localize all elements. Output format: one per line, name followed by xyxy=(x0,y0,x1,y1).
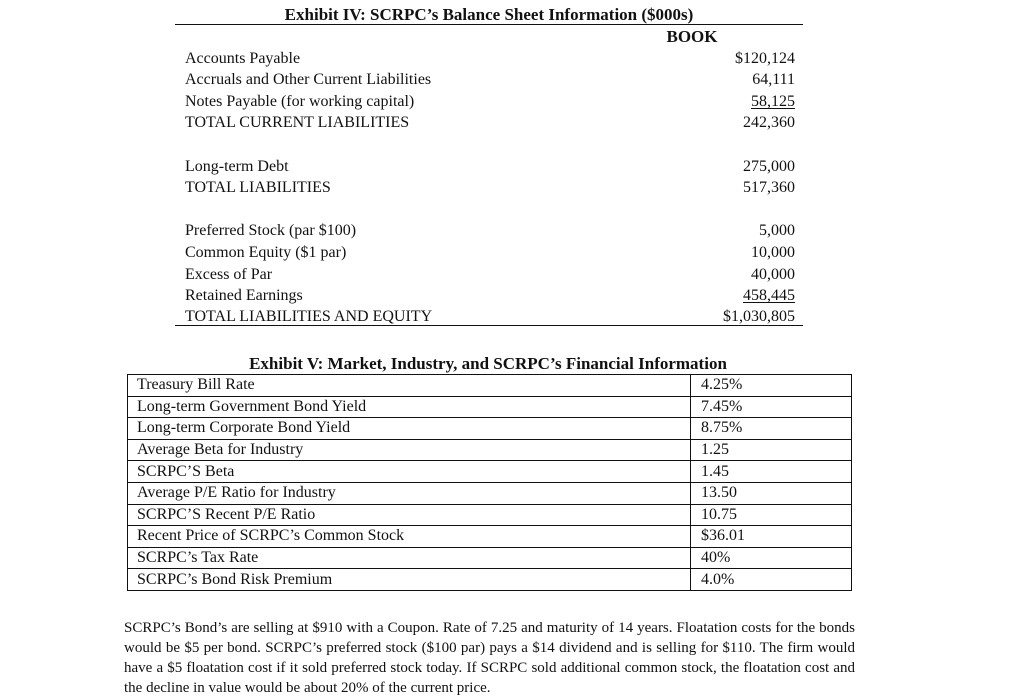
row-value: 275,000 xyxy=(743,158,795,175)
market-info-table xyxy=(127,374,852,591)
row-label: Long-term Debt xyxy=(185,158,289,175)
row-value: 458,445 xyxy=(743,287,795,304)
table-row xyxy=(128,526,852,548)
problem-note-paragraph: SCRPC’s Bond’s are selling at $910 with a Coupon. Rate of 7.25 and maturity of 14 years. Floatation costs for the bonds would be $5 per bond. SCRPC’s preferred stock ($100 par) pays a $14 dividend and is selling for $110. The firm would have a $5 floatation cost if it sold preferred stock today. If SCRPC sold additional common stock, the floatation cost and the decline in value would be about 20% of the current price. xyxy=(124,620,855,696)
row-label: Common Equity ($1 par) xyxy=(185,244,347,261)
balance-row-common-equity xyxy=(185,242,797,263)
balance-row-long-term-debt xyxy=(185,156,797,177)
row-label: SCRPC’S Beta xyxy=(128,461,691,483)
row-label: SCRPC’s Tax Rate xyxy=(128,547,691,569)
balance-row-total-liabilities xyxy=(185,177,797,198)
row-value: $120,124 xyxy=(735,50,795,67)
row-label: Treasury Bill Rate xyxy=(128,375,691,397)
row-label: Recent Price of SCRPC’s Common Stock xyxy=(128,526,691,548)
row-value: 40% xyxy=(691,547,852,569)
table-row xyxy=(128,396,852,418)
row-value: 517,360 xyxy=(743,179,795,196)
row-label: TOTAL CURRENT LIABILITIES xyxy=(185,114,410,131)
balance-row-total-liabilities-and-equity xyxy=(185,306,797,327)
row-label: Excess of Par xyxy=(185,266,273,283)
row-label: Accounts Payable xyxy=(185,50,301,67)
row-value: 64,111 xyxy=(752,71,795,88)
row-value: 242,360 xyxy=(743,114,795,131)
exhibit-5-title: Exhibit V: Market, Industry, and SCRPC’s Financial Information xyxy=(249,354,727,373)
row-value: 1.25 xyxy=(691,439,852,461)
balance-row-total-current-liabilities xyxy=(185,112,797,133)
exhibit-4-bottom-rule xyxy=(175,325,803,326)
exhibit-4-top-rule xyxy=(175,24,803,25)
balance-row-excess-of-par xyxy=(185,264,797,285)
row-value: 40,000 xyxy=(751,266,795,283)
row-value: 10.75 xyxy=(691,504,852,526)
table-row xyxy=(128,547,852,569)
table-row xyxy=(128,482,852,504)
row-label: Long-term Corporate Bond Yield xyxy=(128,418,691,440)
row-label: SCRPC’S Recent P/E Ratio xyxy=(128,504,691,526)
row-value: $36.01 xyxy=(691,526,852,548)
balance-row-accounts-payable xyxy=(185,48,797,69)
balance-row-preferred-stock xyxy=(185,220,797,241)
book-column-header: BOOK xyxy=(666,27,718,46)
row-value: 1.45 xyxy=(691,461,852,483)
row-label: Average P/E Ratio for Industry xyxy=(128,482,691,504)
table-row xyxy=(128,569,852,591)
table-row xyxy=(128,504,852,526)
row-label: TOTAL LIABILITIES xyxy=(185,179,331,196)
row-value: $1,030,805 xyxy=(723,308,795,325)
row-label: Notes Payable (for working capital) xyxy=(185,93,415,110)
table-row xyxy=(128,418,852,440)
exhibit-4-title: Exhibit IV: SCRPC’s Balance Sheet Information ($000s) xyxy=(284,5,694,24)
row-value: 5,000 xyxy=(759,222,795,239)
row-label: Accruals and Other Current Liabilities xyxy=(185,71,432,88)
row-value: 58,125 xyxy=(751,93,795,110)
row-label: TOTAL LIABILITIES AND EQUITY xyxy=(185,308,433,325)
row-value: 8.75% xyxy=(691,418,852,440)
row-label: Average Beta for Industry xyxy=(128,439,691,461)
balance-row-notes-payable xyxy=(185,91,797,112)
balance-row-accruals xyxy=(185,69,797,90)
row-value: 4.0% xyxy=(691,569,852,591)
row-label: Preferred Stock (par $100) xyxy=(185,222,357,239)
table-row xyxy=(128,439,852,461)
table-row xyxy=(128,461,852,483)
row-value: 13.50 xyxy=(691,482,852,504)
row-value: 10,000 xyxy=(751,244,795,261)
row-value: 7.45% xyxy=(691,396,852,418)
row-value: 4.25% xyxy=(691,375,852,397)
row-label: Retained Earnings xyxy=(185,287,303,304)
table-row xyxy=(128,375,852,397)
row-label: SCRPC’s Bond Risk Premium xyxy=(128,569,691,591)
row-label: Long-term Government Bond Yield xyxy=(128,396,691,418)
balance-row-retained-earnings xyxy=(185,285,797,306)
